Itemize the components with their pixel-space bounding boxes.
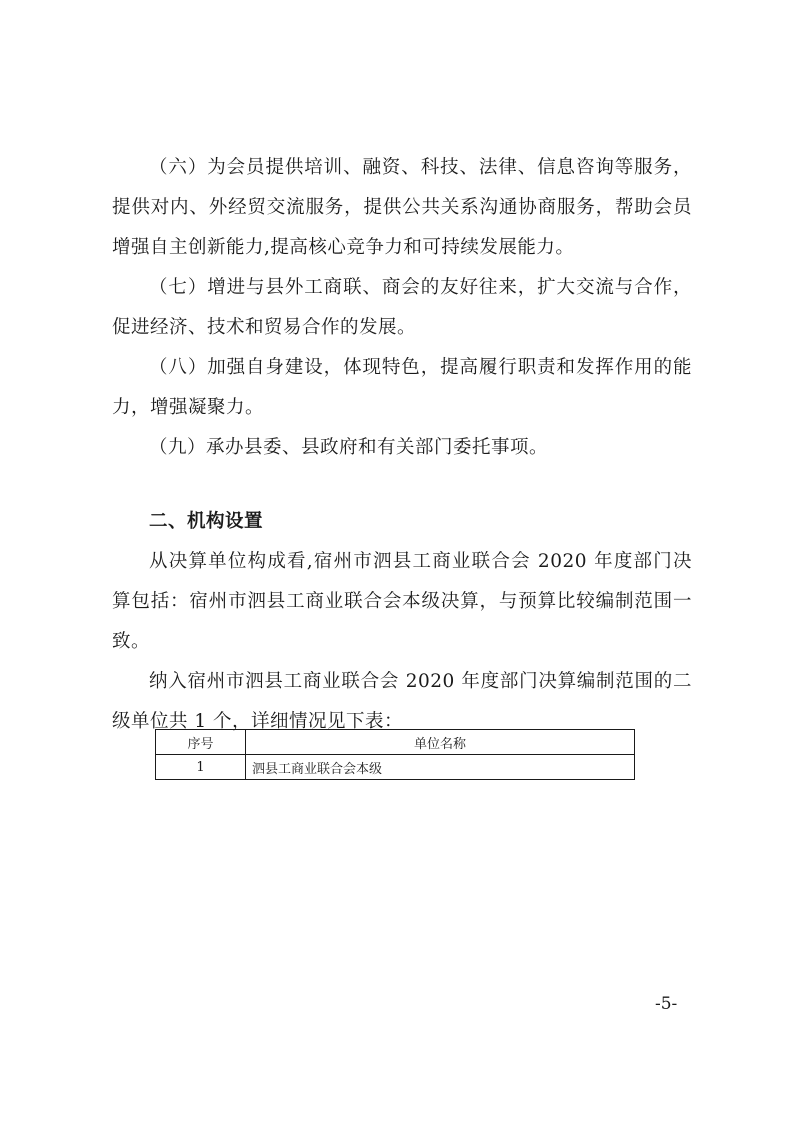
paragraph-duty-6: （六）为会员提供培训、融资、科技、法律、信息咨询等服务，提供对内、外经贸交流服务，提供公共关系沟通协商服务，帮助会员增强自主创新能力,提高核心竞争力和可持续发展能力。 xyxy=(112,157,692,258)
paragraph-duty-7: （七）增进与县外工商联、商会的友好往来，扩大交流与合作，促进经济、技术和贸易合作的发展。 xyxy=(112,277,692,338)
document-body xyxy=(112,148,692,742)
header-unit-name: 单位名称 xyxy=(246,730,635,755)
header-serial: 序号 xyxy=(156,730,246,755)
cell-unit-name: 泗县工商业联合会本级 xyxy=(246,755,635,780)
paragraph-structure: 从决算单位构成看,宿州市泗县工商业联合会 2020 年度部门决算包括：宿州市泗县工商业联合会本级决算，与预算比较编制范围一致。 xyxy=(112,551,692,652)
paragraph-duty-9: （九）承办县委、县政府和有关部门委托事项。 xyxy=(149,437,549,458)
section-heading: 二、机构设置 xyxy=(149,511,264,532)
table-header-row xyxy=(156,730,635,755)
page-number: -5- xyxy=(655,994,678,1014)
paragraph-duty-8: （八）加强自身建设，体现特色，提高履行职责和发挥作用的能力，增强凝聚力。 xyxy=(112,357,692,418)
paragraph-units-intro: 纳入宿州市泗县工商业联合会 2020 年度部门决算编制范围的二级单位共 1 个，详细情况见下表： xyxy=(112,671,692,732)
units-table xyxy=(155,729,635,780)
table-row xyxy=(156,755,635,780)
cell-serial: 1 xyxy=(156,755,246,780)
